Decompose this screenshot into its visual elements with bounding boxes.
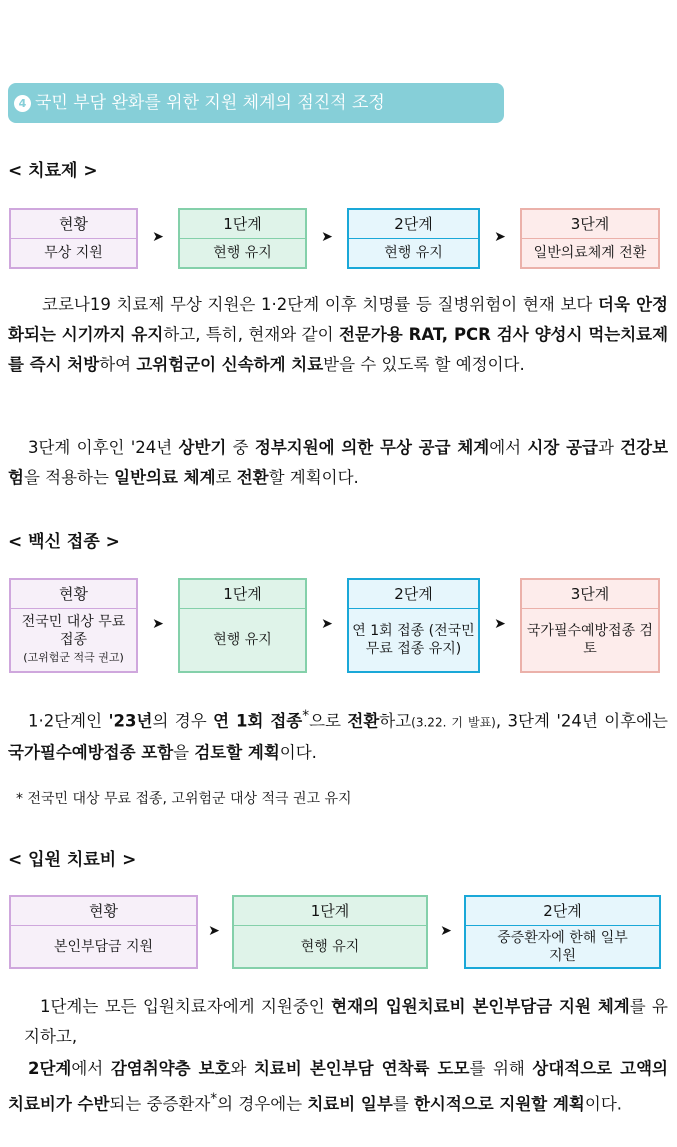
stage-label: 현황 <box>11 897 196 926</box>
arrow-icon: ➤ <box>208 923 220 939</box>
arrow-icon: ➤ <box>440 923 452 939</box>
vaccine-stage-1 <box>178 578 307 673</box>
arrow-icon: ➤ <box>321 229 333 245</box>
stage-content: 현행 유지 <box>300 938 360 955</box>
hospital-stage-1 <box>232 895 428 969</box>
hospital-stage-current <box>9 895 198 969</box>
stage-content: 현행 유지 <box>213 245 272 261</box>
stage-content: 현행 유지 <box>384 245 443 261</box>
arrow-icon: ➤ <box>494 616 506 632</box>
stage-content: 현행 유지 <box>213 632 272 648</box>
treatment-paragraph-1: 코로나19 치료제 무상 지원은 1·2단계 이후 치명률 등 질병위험이 현재 보다 더욱 안정화되는 시기까지 유지하고, 특히, 현재와 같이 전문가용 RAT, PCR 검사 양성시 먹는치료제를 즉시 처방하여 고위험군이 신속하게 치료받을 수 있도록 할 예정이다. <box>8 295 669 374</box>
vaccine-stage-current <box>9 578 138 673</box>
treatment-heading: < 치료제 > <box>8 161 98 181</box>
stage-content: 본인부담금 지원 <box>53 938 154 955</box>
stage-content: 일반의료체계 전환 <box>533 245 647 261</box>
banner-title: 국민 부담 완화를 위한 지원 체계의 점진적 조정 <box>35 93 385 113</box>
stage-label: 3단계 <box>522 210 658 239</box>
treatment-stage-3 <box>520 208 660 269</box>
stage-label: 2단계 <box>349 210 478 239</box>
stage-label: 2단계 <box>349 580 478 609</box>
hospital-stage-2 <box>464 895 661 969</box>
stage-label: 1단계 <box>180 580 305 609</box>
stage-label: 3단계 <box>522 580 658 609</box>
treatment-paragraph-2: 3단계 이후인 '24년 상반기 중 정부지원에 의한 무상 공급 체계에서 시장 공급과 건강보험을 적용하는 일반의료 체계로 전환할 계획이다. <box>8 438 669 487</box>
stage-label: 2단계 <box>466 897 659 926</box>
stage-label: 현황 <box>11 210 136 239</box>
vaccine-stage-3 <box>520 578 660 673</box>
stage-label: 현황 <box>11 580 136 609</box>
arrow-icon: ➤ <box>494 229 506 245</box>
vaccine-paragraph-1: 1·2단계인 '23년의 경우 연 1회 접종*으로 전환하고(3.22. 기 발표), 3단계 '24년 이후에는 국가필수예방접종 포함을 검토할 계획이다. <box>8 708 668 762</box>
stage-content: 연 1회 접종 (전국민 무료 접종 유지) <box>352 623 475 657</box>
hospital-paragraph-1: 1단계는 모든 입원치료자에게 지원중인 현재의 입원치료비 본인부담금 지원 체계를 유지하고, <box>24 997 668 1046</box>
hospital-paragraph-2: 2단계에서 감염취약층 보호와 치료비 본인부담 연착륙 도모를 위해 상대적으로 고액의 치료비가 수반되는 중증환자*의 경우에는 치료비 일부를 한시적으로 지원할 계획이다. <box>8 1059 668 1114</box>
stage-content: 전국민 대상 무료 접종 (고위험군 적극 권고) <box>21 614 126 664</box>
circled-number-badge: 4 <box>14 95 31 112</box>
vaccine-stage-2 <box>347 578 480 673</box>
treatment-stage-1 <box>178 208 307 269</box>
vaccine-heading: < 백신 접종 > <box>8 532 120 552</box>
stage-content: 중증환자에 한해 일부 지원 <box>497 929 628 964</box>
treatment-stage-current <box>9 208 138 269</box>
stage-label: 1단계 <box>234 897 426 926</box>
arrow-icon: ➤ <box>321 616 333 632</box>
stage-label: 1단계 <box>180 210 305 239</box>
arrow-icon: ➤ <box>152 229 164 245</box>
stage-content: 무상 지원 <box>44 245 103 261</box>
treatment-stage-2 <box>347 208 480 269</box>
stage-content: 국가필수예방접종 검토 <box>526 623 654 657</box>
section-banner <box>8 83 504 123</box>
vaccine-footnote: * 전국민 대상 무료 접종, 고위험군 대상 적극 권고 유지 <box>16 791 352 807</box>
hospital-heading: < 입원 치료비 > <box>8 850 137 870</box>
arrow-icon: ➤ <box>152 616 164 632</box>
